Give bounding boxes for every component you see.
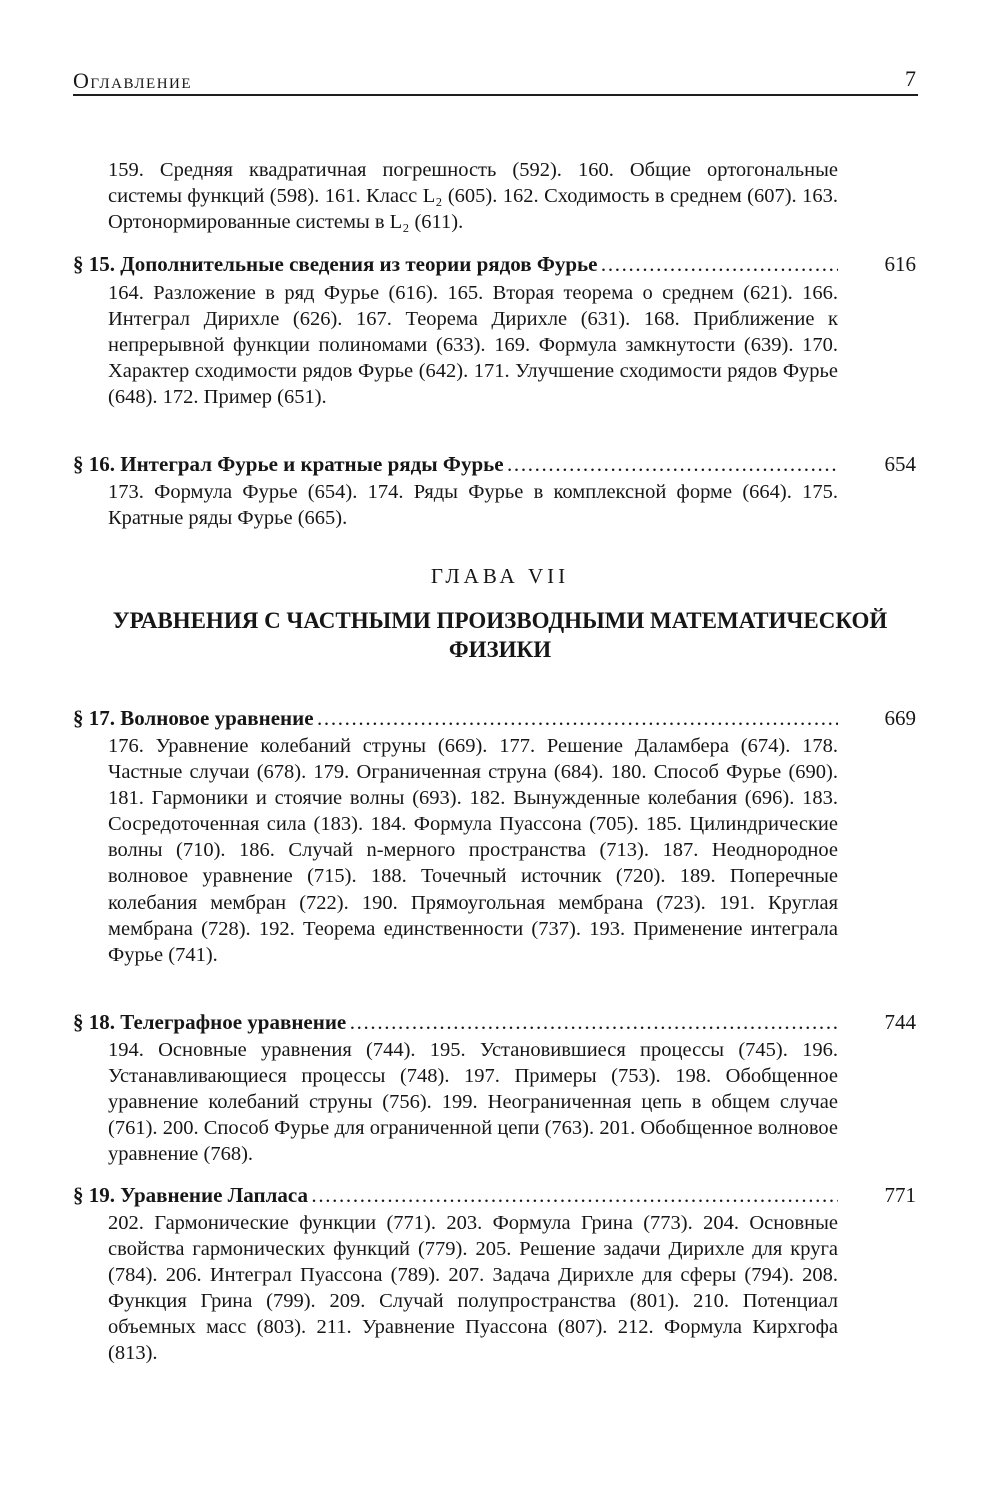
section-page: 669 [884,706,916,730]
section-page: 771 [884,1183,916,1207]
page-header [73,64,918,96]
section-items: 176. Уравнение колебаний струны (669). 177. Решение Даламбера (674). 178. Частные случаи (678). 179. Ограниченная струна (684). 180. Способ Фурье (690). 181. Гармоники и стоячие волны (693). 182. Вынужденные колебания (696). 183. Сосредоточенная сила (183). 184. Формула Пуассона (705). 185. Цилиндрические волны (710). 186. Случай n-мерного пространства (713). 187. Неоднородное волновое уравнение (715). 188. Точечный источник (720). 189. Поперечные колебания мембран (722). 190. Прямоугольная мембрана (723). 191. Круглая мембрана (728). 192. Теорема единственности (737). 193. Применение интеграла Фурье (741). [108,735,838,966]
running-title: Оглавление [73,68,193,93]
chapter-title: УРАВНЕНИЯ С ЧАСТНЫМИ ПРОИЗВОДНЫМИ МАТЕМАТИЧЕСКОЙ ФИЗИКИ [112,608,888,662]
chapter-label: ГЛАВА VII [430,564,570,588]
section-items: 202. Гармонические функции (771). 203. Формула Грина (773). 204. Основные свойства гармонических функций (779). 205. Решение задачи Дирихле для круга (784). 206. Интеграл Пуассона (789). 207. Задача Дирихле для сферы (794). 208. Функция Грина (799). 209. Случай полупространства (801). 210. Потенциал объемных масс (803). 211. Уравнение Пуассона (807). 212. Формула Кирхгофа (813). [108,1212,838,1365]
section-items: 194. Основные уравнения (744). 195. Установившиеся процессы (745). 196. Устанавливающиеся процессы (748). 197. Примеры (753). 198. Обобщенное уравнение колебаний струны (756). 199. Неограниченная цепь в общем случае (761). 200. Способ Фурье для ограниченной цепи (763). 201. Обобщенное волновое уравнение (768). [108,1039,838,1166]
toc-entry-section-19[interactable] [73,1181,918,1209]
section-title: § 19. Уравнение Лапласа . . . [73,1181,838,1209]
section-title: § 17. Волновое уравнение . . . [73,704,838,732]
section-title: § 18. Телеграфное уравнение . . . [73,1008,838,1036]
section-page: 744 [884,1010,916,1034]
toc-entry-section-18[interactable] [73,1008,918,1036]
continuation-items: 159. Средняя квадратичная погрешность (592). 160. Общие ортогональные системы функций (598). 161. Класс L₂ (605). 162. Сходимость в среднем (607). 163. Ортонормированные системы в L₂ (611). [108,159,838,234]
page-number: 7 [905,66,916,91]
section-page: 616 [884,252,916,276]
section-items: 164. Разложение в ряд Фурье (616). 165. Вторая теорема о среднем (621). 166. Интеграл Дирихле (626). 167. Теорема Дирихле (631). 168. Приближение к непрерывной функции полиномами (633). 169. Формула замкнутости (639). 170. Характер сходимости рядов Фурье (642). 171. Улучшение сходимости рядов Фурье (648). 172. Пример (651). [108,282,838,409]
section-title: § 15. Дополнительные сведения из теории рядов Фурье . . . [73,250,838,278]
toc-entry-section-17[interactable] [73,704,918,732]
toc-entry-section-16[interactable] [73,450,918,478]
section-items: 173. Формула Фурье (654). 174. Ряды Фурье в комплексной форме (664). 175. Кратные ряды Фурье (665). [108,481,838,530]
toc-entry-section-15[interactable] [73,250,918,278]
section-title: § 16. Интеграл Фурье и кратные ряды Фурье . . . [73,450,838,478]
section-page: 654 [884,452,916,476]
